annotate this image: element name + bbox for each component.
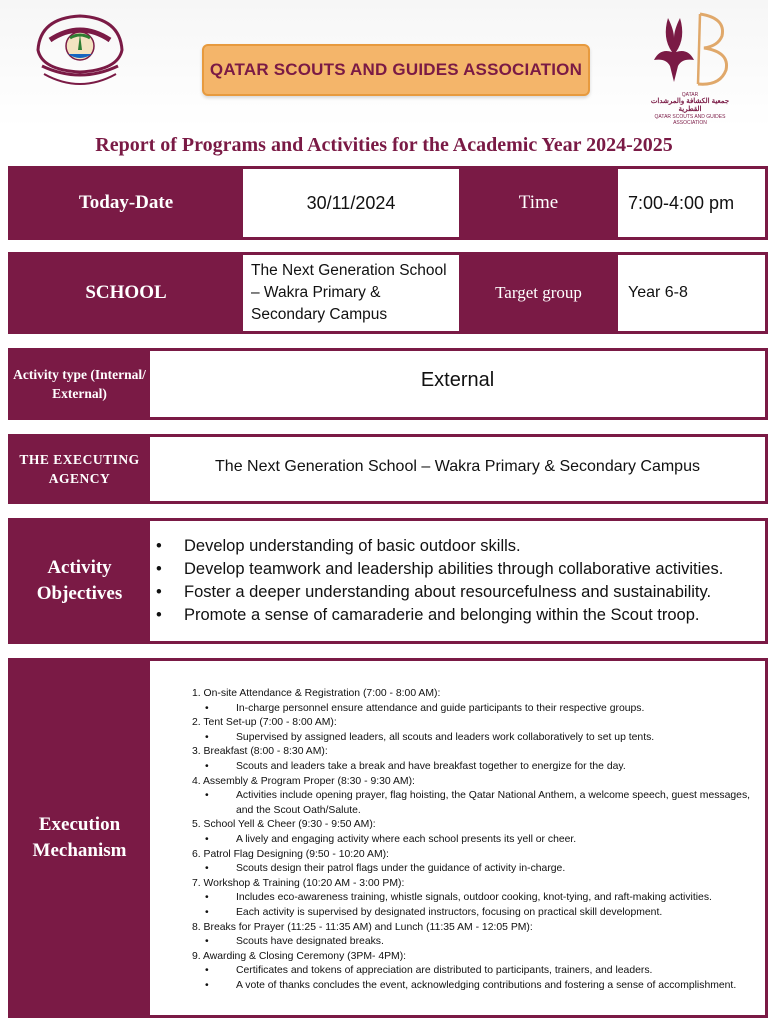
step-title: 3. Breakfast (8:00 - 8:30 AM): xyxy=(192,746,328,758)
executing-agency-value: The Next Generation School – Wakra Primary & Secondary Campus xyxy=(149,436,766,502)
date-label: Today-Date xyxy=(10,168,242,238)
step-bullet: • Includes eco-awareness training, whistle signals, outdoor cooking, knot-tying, and raft-making activities. xyxy=(150,891,765,906)
objective-item: • Develop understanding of basic outdoor skills. xyxy=(150,535,723,558)
scouts-logo-caption: QATAR جمعية الكشافة والمرشدات القطرية QATAR SCOUTS AND GUIDES ASSOCIATION xyxy=(650,92,730,126)
school-value: The Next Generation School – Wakra Primary & Secondary Campus xyxy=(242,254,460,332)
step-bullet: • A vote of thanks concludes the event, acknowledging contributions and fostering a sense of accomplishment. xyxy=(150,979,765,994)
executing-agency-label: THE EXECUTING AGENCY xyxy=(10,436,149,502)
step-bullet: • A lively and engaging activity where each school presents its yell or cheer. xyxy=(150,833,765,848)
ministry-logo xyxy=(30,10,130,96)
step-bullet: • Activities include opening prayer, flag hoisting, the Qatar National Anthem, a welcome speech, guest messages, and the Scout Oath/Salute. xyxy=(150,789,765,818)
step-title: 8. Breaks for Prayer (11:25 - 11:35 AM) and Lunch (11:35 AM - 12:05 PM): xyxy=(192,921,533,933)
activity-type-label: Activity type (Internal/ External) xyxy=(10,350,149,418)
report-title: Report of Programs and Activities for the Academic Year 2024-2025 xyxy=(95,134,673,156)
objectives-list-box xyxy=(149,520,766,642)
step-title: 9. Awarding & Closing Ceremony (3PM- 4PM): xyxy=(192,950,407,962)
step-bullet: • In-charge personnel ensure attendance and guide participants to their respective groups. xyxy=(150,702,765,717)
step-title: 7. Workshop & Training (10:20 AM - 3:00 PM): xyxy=(192,877,405,889)
execution-content xyxy=(149,660,766,1016)
objectives-list xyxy=(150,535,723,627)
step-title: 1. On-site Attendance & Registration (7:00 - 8:00 AM): xyxy=(192,688,441,699)
step-title: 5. School Yell & Cheer (9:30 - 9:50 AM): xyxy=(192,819,376,831)
step-bullet: • Scouts have designated breaks. xyxy=(150,935,765,950)
target-group-label: Target group xyxy=(460,254,617,332)
scouts-logo xyxy=(640,8,740,126)
time-label: Time xyxy=(460,168,617,238)
objective-item: • Develop teamwork and leadership abilities through collaborative activities. xyxy=(150,558,723,581)
objective-item: • Foster a deeper understanding about resourcefulness and sustainability. xyxy=(150,581,723,604)
execution-steps xyxy=(150,687,765,993)
step-bullet: • Scouts and leaders take a break and have breakfast together to energize for the day. xyxy=(150,760,765,775)
school-label: SCHOOL xyxy=(10,254,242,332)
step-bullet: • Certificates and tokens of appreciation are distributed to participants, trainers, and leaders. xyxy=(150,964,765,979)
execution-label: Execution Mechanism xyxy=(10,660,149,1016)
association-title: QATAR SCOUTS AND GUIDES ASSOCIATION xyxy=(209,60,583,79)
objective-item: • Promote a sense of camaraderie and belonging within the Scout troop. xyxy=(150,604,723,627)
date-value: 30/11/2024 xyxy=(242,168,460,238)
step-bullet: • Supervised by assigned leaders, all scouts and leaders work collaboratively to set up tents. xyxy=(150,731,765,746)
step-title: 2. Tent Set-up (7:00 - 8:00 AM): xyxy=(192,717,337,729)
activity-type-value: External xyxy=(149,350,766,418)
association-title-box xyxy=(202,44,590,96)
step-bullet: • Scouts design their patrol flags under the guidance of activity in-charge. xyxy=(150,862,765,877)
step-title: 4. Assembly & Program Proper (8:30 - 9:30 AM): xyxy=(192,775,415,787)
objectives-label: Activity Objectives xyxy=(10,520,149,642)
step-title: 6. Patrol Flag Designing (9:50 - 10:20 AM): xyxy=(192,848,389,860)
step-bullet: • Each activity is supervised by designated instructors, focusing on practical skill development. xyxy=(150,906,765,921)
time-value: 7:00-4:00 pm xyxy=(617,168,766,238)
target-group-value: Year 6-8 xyxy=(617,254,766,332)
